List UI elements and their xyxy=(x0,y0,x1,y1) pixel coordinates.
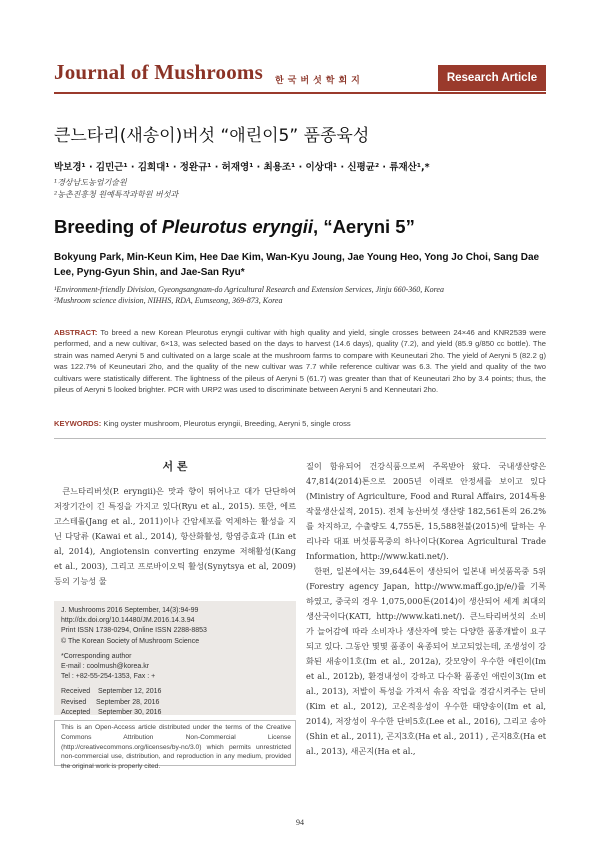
abstract-text: To breed a new Korean Pleurotus eryngii cultivar with high quality and yield, single crosses between 24×46 and KNR2539 were performed, and a new cultivar, 6×13, was selected based on the days to harvest (14.6 days), quality (7.2), and yield (85.9 g/850 cc bottle). The strain was named Aeryni 5 and cultivated on a large scale at the mushroom farms to compare with Keuneutari 2ho. The yield of Aeryni 5 (82.2 g) was 122.7% of Keuneutari 2ho, and the quality of the new cultivar was 7.7 while reference cultivar was 6.3. The yield and quality of the two cultivars were statistically different. The lightness of the pileus of Aeryni 5 (61.7) was greater than that of Keuneutari 2ho by 3.4 points; thus, the pileus of Aeryni 5 looked brighter. PCR with URP2 was used to discriminate between Aeryni 5 and Kenneutari 2ho. xyxy=(54,328,546,395)
abstract-label: ABSTRACT: xyxy=(54,328,98,337)
title-english-pre: Breeding of xyxy=(54,216,162,237)
affiliation-english-2: ²Mushroom science division, NIHHS, RDA, Eumseong, 369-873, Korea xyxy=(54,296,283,305)
open-access-text: This is an Open-Access article distributed under the terms of the Creative Commons Attribution Non-Commercial License (http://creativecommons.org/licenses/by-nc/3.0) which permits unrestricted non-commercial use, distribution, and reproduction in any medium, provided the original work is properly cited. xyxy=(61,724,291,771)
email-line[interactable]: E-mail : coolmush@korea.kr xyxy=(61,663,150,671)
authors-english: Bokyung Park, Min-Keun Kim, Hee Dae Kim, Wan-Kyu Joung, Jae Young Heo, Yong Jo Choi, Sang Dae Lee, Pyng-Gyun Shin, and Jae-San Ryu* xyxy=(54,252,540,278)
article-type-badge: Research Article xyxy=(438,65,546,91)
body-left-column xyxy=(54,484,296,589)
tel-line: Tel : +82-55-254-1353, Fax : + xyxy=(61,673,156,681)
body-paragraph: 질이 함유되어 건강식품으로써 주목받아 왔다. 국내생산량은 47,814(2014)톤으로 2005년 이래로 안정세를 보이고 있다(Ministry of Agriculture, Food and Rural Affairs, 2014특용작물생산실적, 2015). 전체 농산버섯 생산량 182,561톤의 26.2%를 차지하고, 수출량도 4,755톤, 15,588천불(2015)에 달하는 우리나라 대표 버섯품목중의 하나이다(Korea Agricultural Trade Information, http://www.kati.net/). xyxy=(306,461,546,561)
citation-line: J. Mushrooms 2016 September, 14(3):94-99 xyxy=(61,607,199,614)
title-english-post: , “Aeryni 5” xyxy=(313,216,415,237)
accepted-date: Accepted September 30, 2016 xyxy=(61,708,162,716)
body-right-column xyxy=(306,459,546,759)
article-info-text xyxy=(61,606,293,718)
issn-line: Print ISSN 1738-0294, Online ISSN 2288-8853 xyxy=(61,627,207,635)
affiliation-korean-1: ¹경상남도농업기술원 xyxy=(54,178,127,187)
journal-title: Journal of Mushrooms xyxy=(54,60,263,84)
title-korean: 큰느타리(새송이)버섯 “애린이5” 품종육성 xyxy=(54,126,370,146)
society-name: 한국버섯학회지 xyxy=(275,76,364,86)
copyright-line: © The Korean Society of Mushroom Science xyxy=(61,637,200,645)
section-heading-introduction: 서 론 xyxy=(162,460,188,473)
title-english xyxy=(54,216,415,238)
section-divider xyxy=(54,438,546,439)
affiliation-korean-2: ²농촌진흥청 원예특작과학원 버섯과 xyxy=(54,190,179,199)
page-number: 94 xyxy=(296,818,304,827)
keywords-text: King oyster mushroom, Pleurotus eryngii, Breeding, Aeryni 5, single cross xyxy=(103,419,351,428)
keywords xyxy=(54,419,546,428)
doi-link[interactable]: http://dx.doi.org/10.14480/JM.2016.14.3.94 xyxy=(61,617,195,625)
affiliation-english-1: ¹Environment-friendly Division, Gyeongsangnam-do Agricultural Research and Extension Services, Jinju 660-360, Korea xyxy=(54,285,444,294)
title-english-species: Pleurotus eryngii xyxy=(161,216,314,237)
received-date: Received September 12, 2016 xyxy=(61,688,162,696)
authors-korean: 박보경¹ · 김민근¹ · 김희대¹ · 정완규¹ · 허재영¹ · 최용조¹ · 이상대¹ · 신평균² · 류재산¹,* xyxy=(54,162,430,173)
body-paragraph: 한편, 일본에서는 39,644톤이 생산되어 일본내 버섯품목중 5위(Forestry agency Japan, http://www.maff.go.jp/e/)를 기록 하였고, 중국의 경우 1,075,000톤(2014)이 생산되어 세계 최대의 생산국이다(KATI, http://www.kati.net/). 큰느타리버섯의 소비가 늘어감에 따라 소비자나 생산자에 맞는 다양한 품종개발이 요구되고 있다. 그동안 몇몇 품종이 육종되어 보고되었는데, 조생성이 강화된 새송이1호(Im et al., 2012a), 갓모양이 우수한 애린이(Im et al., 2012b), 환경내성이 강하고 다수확 품종인 애린이3(Im et al., 2013), 저발이 특성을 가져서 솎음 작업을 경감시켜주는 단비(Kim et al., 2012), 고온적응성이 우수한 태양송이(Im et al, 2014), 저장성이 우수한 단비5호(Lee et al., 2016), 그리고 송아 (Shin et al., 2011), 곤지3호(Ha et al., 2011) , 곤지8호(Ha et al., 2013), 새곤지(Ha et al., xyxy=(306,566,546,756)
corresponding-author-label: *Corresponding author xyxy=(61,652,132,660)
body-paragraph: 큰느타리버섯(P. eryngii)은 맛과 향이 뛰어나고 대가 단단하여 저장기간이 긴 특징을 가지고 있다(Ryu et al., 2015). 또한, 에르고스테롤(Jang et al., 2011)이나 간암세포를 억제하는 활성을 지닌 다당류 (Kawai et al., 2014), 항산화활성, 항염증효과 (Lin et al, 2014), Angiotensin converting enzyme 저해활성(Kang et al., 2003), 그리고 프로바이오틱 활성(Synytsya et al, 2009) 등의 기능성 물 xyxy=(54,486,296,586)
keywords-label: KEYWORDS: xyxy=(54,419,102,428)
header-rule xyxy=(54,92,546,94)
revised-date: Revised September 28, 2016 xyxy=(61,698,160,706)
abstract xyxy=(54,327,546,395)
